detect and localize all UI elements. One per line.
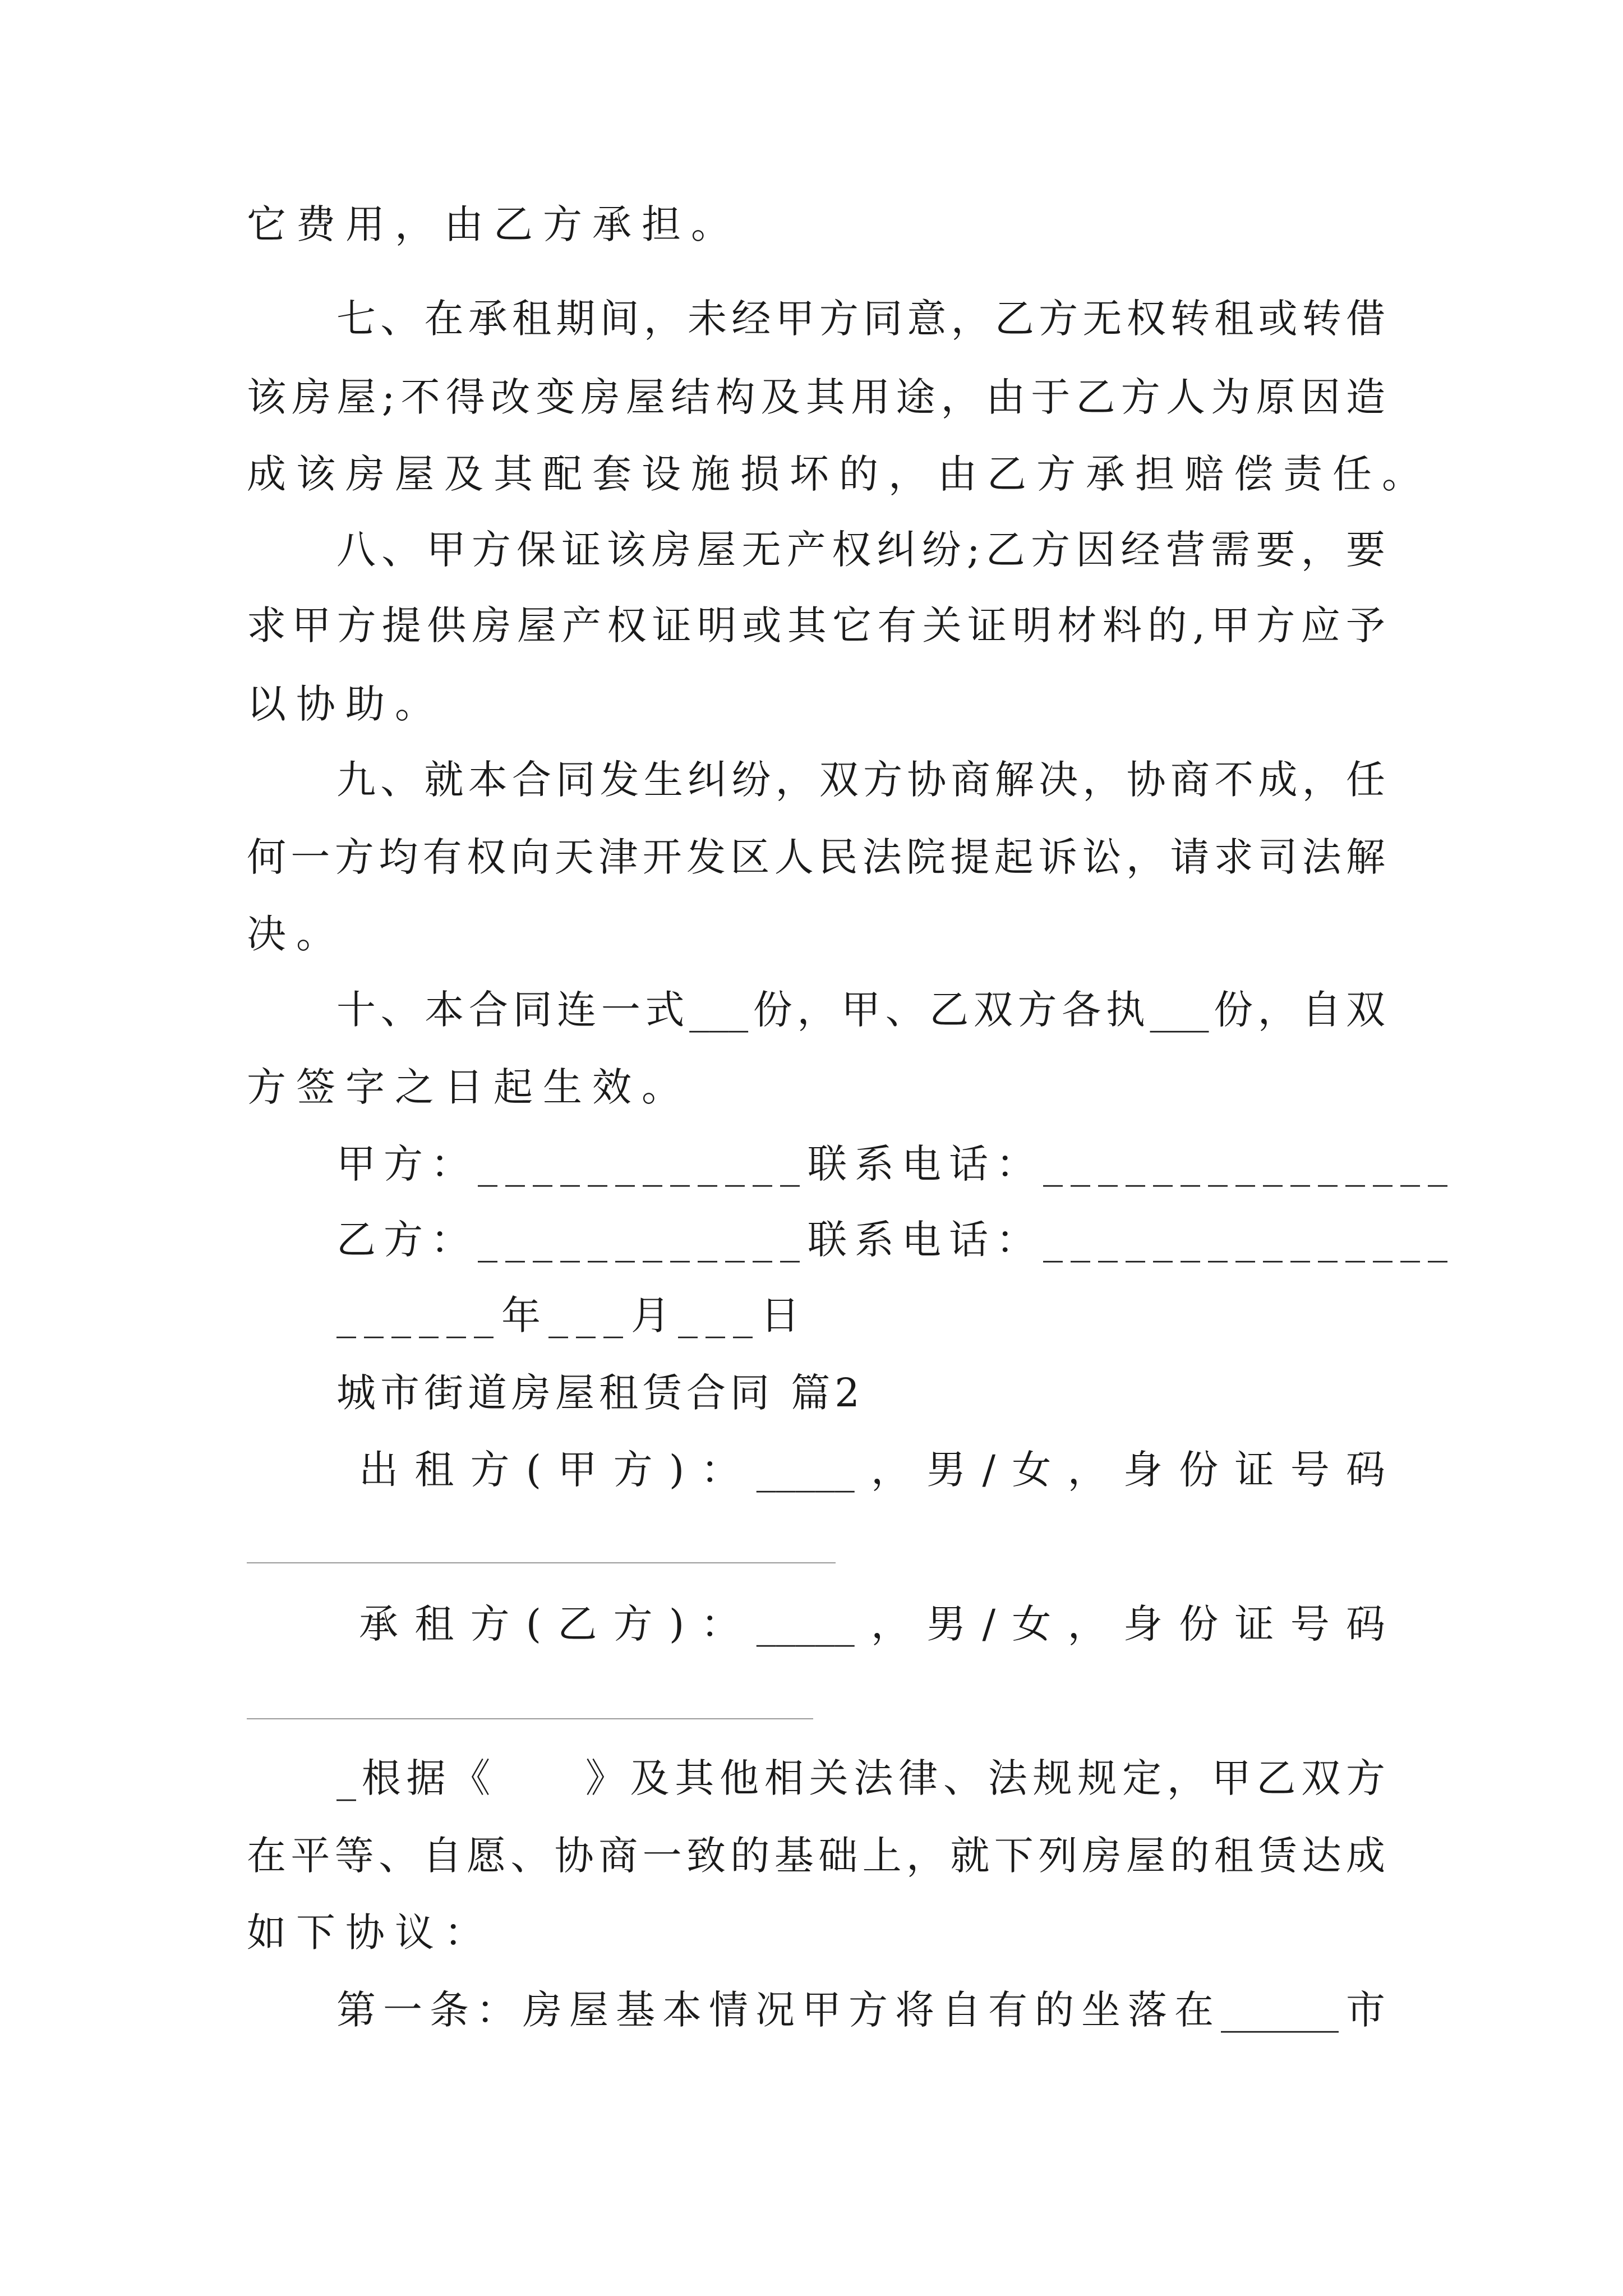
article-1-line-1: 第一条：房屋基本情况甲方将自有的坐落在______市 xyxy=(336,1987,1385,2033)
preamble-line-2: 在平等、自愿、协商一致的基础上，就下列房屋的租赁达成 xyxy=(247,1833,1385,1879)
party-b-signature-line: 乙方：____________联系电话：_______________ xyxy=(336,1217,1455,1263)
lessee-id-blank xyxy=(247,1718,813,1719)
clause-7-line-1: 七、在承租期间，未经甲方同意，乙方无权转租或转借 xyxy=(336,296,1385,342)
clause-7-line-3: 成该房屋及其配套设施损坏的，由乙方承担赔偿责任。 xyxy=(247,451,1431,497)
paragraph-line: 它费用，由乙方承担。 xyxy=(247,201,740,247)
preamble-line-3: 如下协议： xyxy=(247,1910,494,1955)
lessor-id-blank xyxy=(247,1562,836,1563)
party-a-signature-line: 甲方：____________联系电话：_______________ xyxy=(336,1141,1455,1187)
lessee-line: 承租方(乙方)：_____，男/女，身份证号码 xyxy=(359,1601,1385,1647)
lessor-line: 出租方(甲方)：_____，男/女，身份证号码 xyxy=(359,1447,1385,1493)
preamble-line-1: _根据《 》及其他相关法律、法规规定，甲乙双方 xyxy=(336,1755,1385,1801)
clause-8-line-3: 以协助。 xyxy=(247,681,444,727)
clause-8-line-2: 求甲方提供房屋产权证明或其它有关证明材料的,甲方应予 xyxy=(247,602,1385,648)
clause-7-line-2: 该房屋;不得改变房屋结构及其用途，由于乙方人为原因造 xyxy=(247,374,1385,420)
section-heading: 城市街道房屋租赁合同 篇2 xyxy=(336,1370,864,1416)
date-line: ______年___月___日 xyxy=(336,1292,808,1338)
clause-9-line-3: 决。 xyxy=(247,911,345,957)
clause-8-line-1: 八、甲方保证该房屋无产权纠纷;乙方因经营需要，要 xyxy=(336,527,1385,573)
clause-9-line-2: 何一方均有权向天津开发区人民法院提起诉讼，请求司法解 xyxy=(247,834,1385,880)
clause-10-line-2: 方签字之日起生效。 xyxy=(247,1064,691,1110)
clause-10-line-1: 十、本合同连一式___份，甲、乙双方各执___份，自双 xyxy=(336,987,1385,1033)
clause-9-line-1: 九、就本合同发生纠纷，双方协商解决，协商不成，任 xyxy=(336,757,1385,803)
